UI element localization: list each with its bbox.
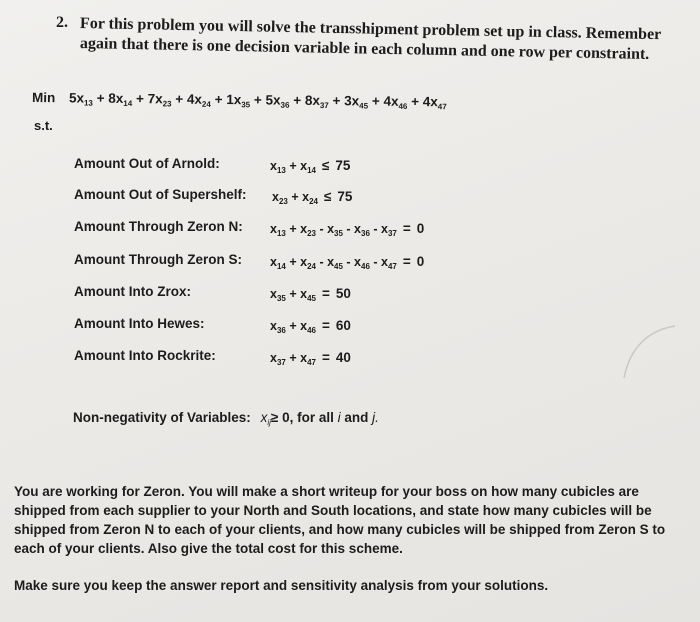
constraint-operator: = (402, 221, 411, 236)
constraint-lhs: $x_{35} + x_{45}$ (270, 287, 316, 303)
index-j: j. (372, 410, 379, 425)
objective-label: Min (31, 90, 56, 106)
constraint-rhs: 0 (416, 221, 425, 236)
constraint-label: Amount Out of Arnold: (74, 156, 220, 171)
and-word: and (344, 410, 369, 425)
objective-function (32, 90, 447, 111)
constraint-label: Amount Through Zeron N: (74, 219, 243, 234)
constraint-rhs: 40 (335, 350, 351, 365)
constraint-lhs: $x_{37} + x_{47}$ (270, 351, 316, 367)
objective-expression: $5x_{13} + 8x_{14} + 7x_{23} + 4x_{24} + 1x_{35} + 5x_{36} + 8x_{37} + 3x_{45} + 4x_{46} + 4x_{47}$ (68, 90, 447, 112)
constraint-rhs: 75 (335, 158, 351, 173)
constraint-expression (272, 189, 352, 206)
problem-statement-line-2: again that there is one decision variable in each column and one row per constraint. (79, 35, 650, 63)
constraint-rhs: 0 (416, 254, 425, 269)
constraint-operator: = (402, 254, 411, 269)
nonnegativity-label: Non-negativity of Variables: (73, 410, 251, 425)
constraint-lhs: $x_{13} + x_{14}$ (270, 159, 316, 175)
constraint-expression (270, 318, 351, 335)
constraint-operator: ≤ (321, 158, 330, 173)
constraint-lhs: $x_{13} + x_{23} - x_{35} - x_{36} - x_{37}$ (270, 222, 397, 238)
constraint-label: Amount Out of Supershelf: (74, 187, 247, 202)
constraint-expression (270, 158, 350, 175)
constraint-operator: = (321, 286, 330, 301)
constraint-lhs: $x_{23} + x_{24}$ (272, 190, 318, 206)
problem-statement-line-1: For this problem you will solve the transshipment problem set up in class. Remember (79, 15, 662, 44)
constraint-expression (270, 350, 351, 367)
constraint-lhs: $x_{14} + x_{24} - x_{45} - x_{46} - x_{47}$ (270, 255, 397, 271)
nonnegativity-constraint (73, 410, 379, 427)
problem-number: 2. (56, 14, 68, 31)
constraint-rhs: 60 (335, 318, 351, 333)
constraint-label: Amount Into Hewes: (74, 316, 205, 331)
index-i: i (337, 410, 341, 425)
constraint-label: Amount Into Rockrite: (74, 348, 216, 363)
constraint-rhs: 75 (337, 189, 353, 204)
reminder-paragraph: Make sure you keep the answer report and sensitivity analysis from your solutions. (14, 578, 549, 593)
nonnegativity-variable: $x_{ij}$ (260, 410, 271, 427)
constraint-operator: = (321, 318, 330, 333)
constraint-label: Amount Through Zeron S: (74, 252, 242, 267)
constraint-label: Amount Into Zrox: (74, 284, 191, 299)
constraint-rhs: 50 (335, 286, 351, 301)
instructions-paragraph: You are working for Zeron. You will make a short writeup for your boss on how many cubicles are shipped from each supplier to your North and South locations, and state how many cubicles will be shipped from Zeron N to each of your clients, and how many cubicles will be shipped from Zeron S to each of your clients. Also give the total cost for this scheme. (14, 484, 666, 556)
constraint-operator: = (321, 350, 330, 365)
subject-to-label: s.t. (34, 118, 53, 133)
pencil-stroke-mark (600, 318, 680, 398)
constraint-expression (270, 254, 424, 271)
constraint-expression (270, 221, 424, 238)
nonnegativity-rhs: 0, for all (282, 410, 334, 425)
constraint-operator: ≤ (323, 189, 332, 204)
nonnegativity-operator: ≥ (270, 410, 279, 425)
constraint-expression (270, 286, 351, 303)
constraint-lhs: $x_{36} + x_{46}$ (270, 319, 316, 335)
